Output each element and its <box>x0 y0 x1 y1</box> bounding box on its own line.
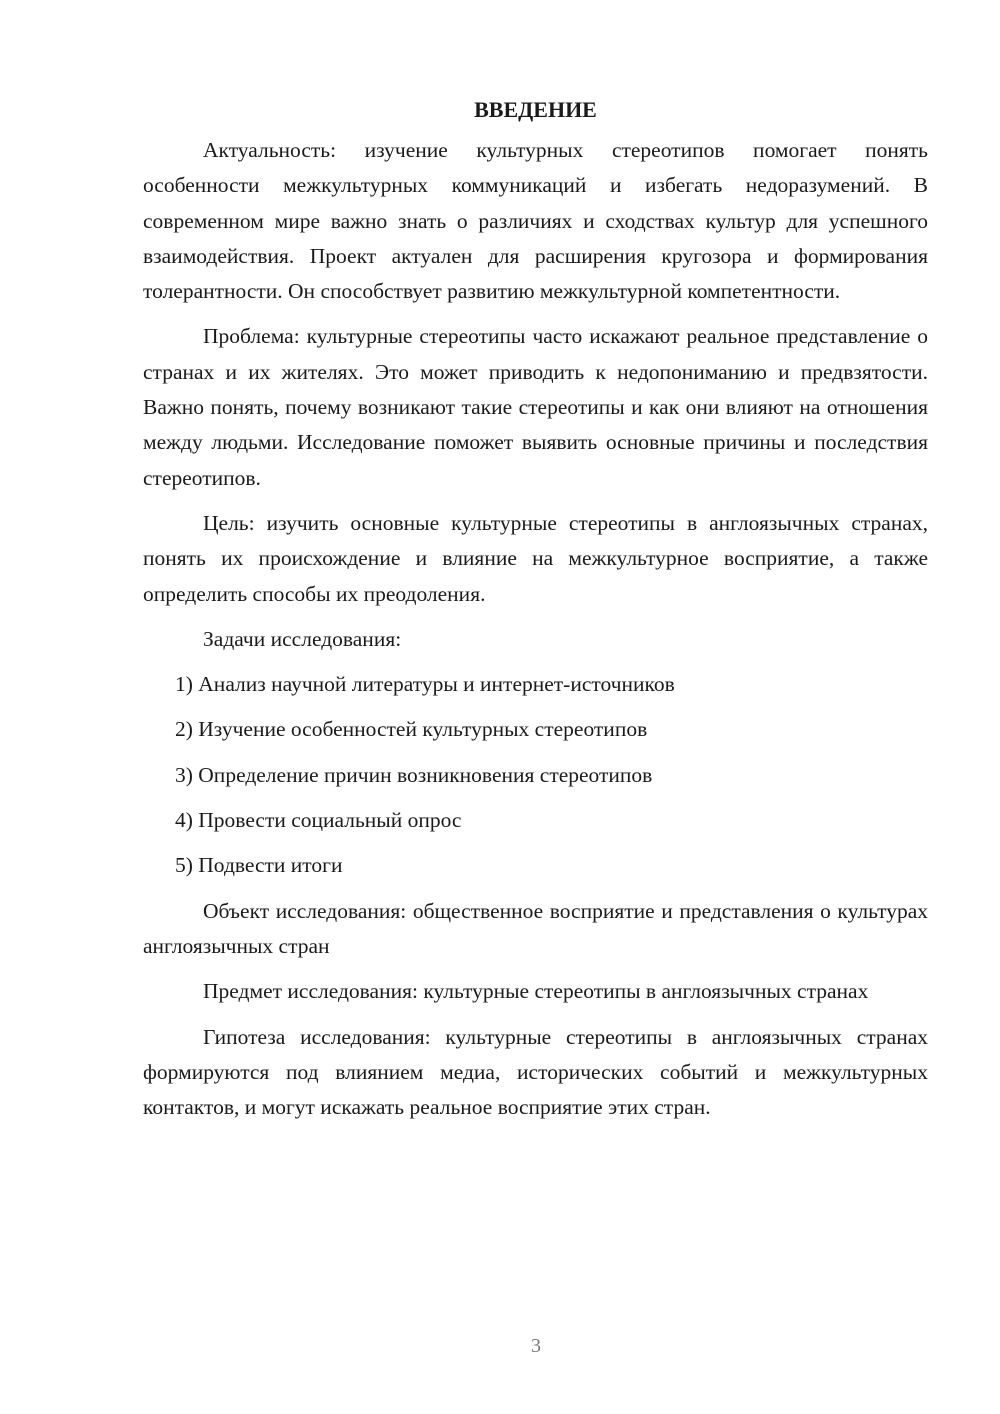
tasks-heading: Задачи исследования: <box>203 626 402 651</box>
task-item: 3) Определение причин возникновения стереотипов <box>175 762 653 787</box>
document-title: ВВЕДЕНИЕ <box>474 97 597 122</box>
task-item: 1) Анализ научной литературы и интернет-источников <box>175 672 675 697</box>
paragraph-problem: Проблема: культурные стереотипы часто искажают реальное представление о странах и их жителях. Это может приводить к недопониманию и предвзятости. Важно понять, почему возникают такие стереотипы и как они влияют на отношения между людьми. Исследование поможет выявить основные причины и последствия стереотипов. <box>143 324 928 490</box>
document-page <box>143 92 928 1135</box>
paragraph-goal: Цель: изучить основные культурные стереотипы в англоязычных странах, понять их происхождение и влияние на межкультурное восприятие, а также определить способы их преодоления. <box>143 510 928 606</box>
tasks-list <box>143 667 928 883</box>
task-item: 5) Подвести итоги <box>175 853 343 878</box>
paragraph-subject: Предмет исследования: культурные стереотипы в англоязычных странах <box>203 979 869 1004</box>
page-number: 3 <box>531 1335 541 1357</box>
paragraph-relevance: Актуальность: изучение культурных стереотипов помогает понять особенности межкультурных коммуникаций и избегать недоразумений. В современном мире важно знать о различиях и сходствах культур для успешного взаимодействия. Проект актуален для расширения кругозора и формирования толерантности. Он способствует развитию межкультурной компетентности. <box>143 138 928 304</box>
task-item: 2) Изучение особенностей культурных стереотипов <box>175 717 648 742</box>
paragraph-hypothesis: Гипотеза исследования: культурные стереотипы в англоязычных странах формируются под влиянием медиа, исторических событий и межкультурных контактов, и могут искажать реальное восприятие этих стран. <box>143 1024 928 1120</box>
task-item: 4) Провести социальный опрос <box>175 808 462 833</box>
paragraph-object: Объект исследования: общественное восприятие и представления о культурах англоязычных стран <box>143 898 928 958</box>
